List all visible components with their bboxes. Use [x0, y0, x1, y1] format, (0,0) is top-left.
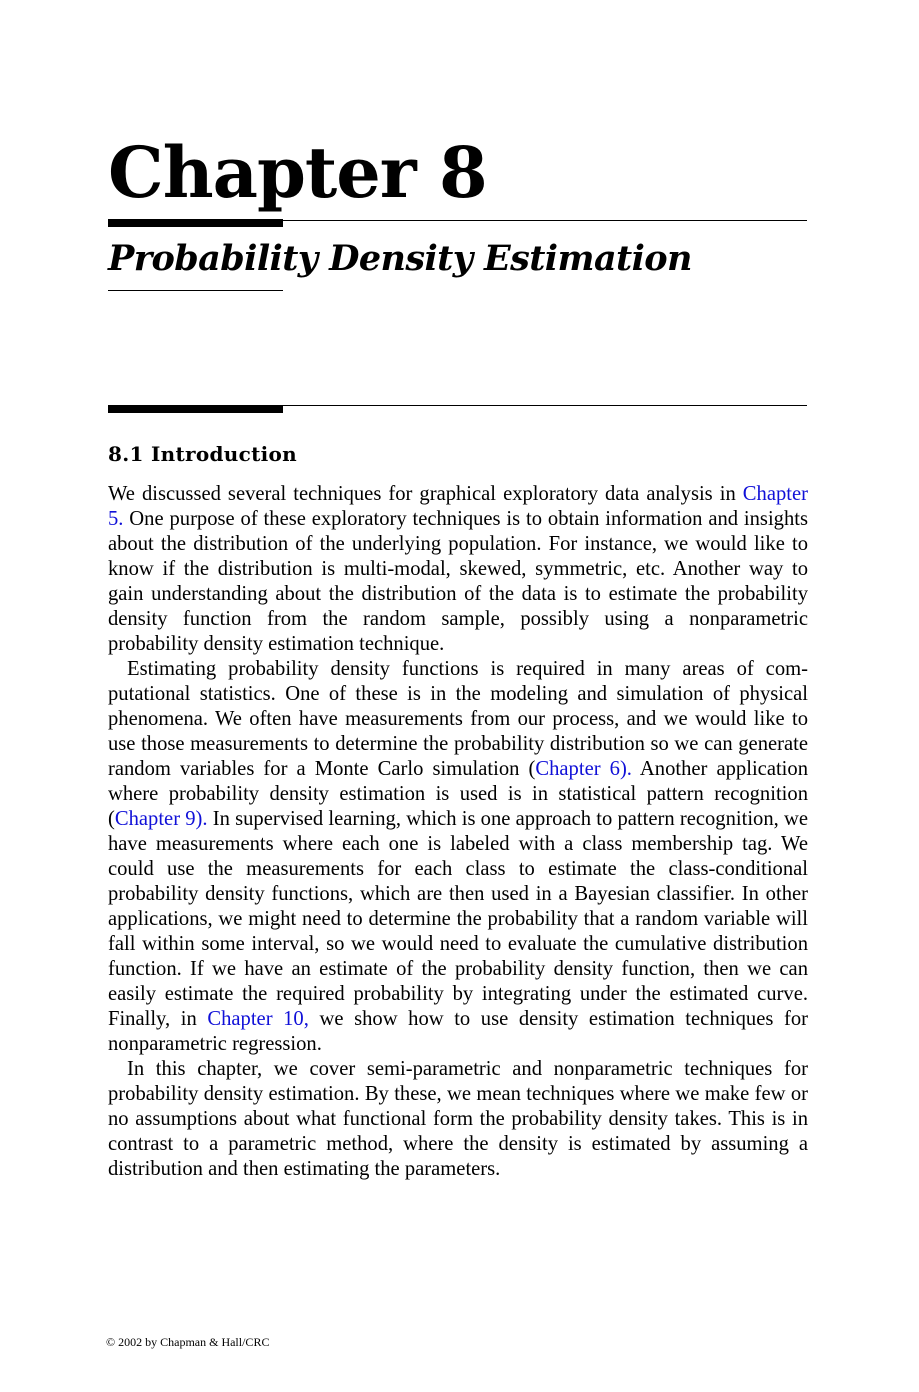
paragraph-1-text-b: One purpose of these exploratory techniques is to obtain information and insights about the distribution of the underlying population. For instance, we would like to know if the distribution is multi-modal, skewed, symmetric, etc. Another way to gain understanding about the distribution of the data is to estimate the probability density function from the random sample, possibly using a nonparametric probability density estimation technique.	[108, 508, 808, 655]
paragraph-2-text-a: Estimating probability density functions is required in many areas of computational statistics. One of these is in the modeling and simulation of physical phenomena. We often have measurements from our process, and we would like to use those measurements to determine the probability distribution so we can generate random variables for a Monte Carlo simulation (	[108, 658, 808, 780]
paragraph-2	[108, 657, 808, 1057]
paragraph-2-text-b: Another application where probability density estimation is used is in statistical pattern recognition (	[108, 758, 808, 830]
chapter-subtitle: Probability Density Estimation	[108, 238, 692, 279]
link-chapter-9[interactable]: Chapter 9).	[114, 808, 208, 830]
section-rule-thick	[108, 405, 283, 413]
paragraph-2-text-c: In supervised learning, which is one approach to pattern recognition, we have measurements where each one is labeled with a class membership tag. We could use the measurements for each class to estimate the class-conditional probability density functions, which are then used in a Bayesian classifier. In other applications, we might need to determine the probability that a random variable will fall within some interval, so we would need to evaluate the cumulative distribution function. If we have an estimate of the probability density function, then we can easily estimate the required probability by integrating under the estimated curve. Finally, in	[108, 808, 808, 1030]
section-rule-thin	[283, 405, 807, 406]
body-text	[108, 482, 808, 1182]
chapter-rule-thick-top	[108, 219, 283, 227]
paragraph-1	[108, 482, 808, 657]
subtitle-underline	[108, 290, 283, 291]
paragraph-3	[108, 1057, 808, 1182]
link-chapter-6[interactable]: Chapter 6).	[535, 758, 632, 780]
link-chapter-5[interactable]: Chapter 5.	[108, 483, 808, 530]
footer-copyright: © 2002 by Chapman & Hall/CRC	[106, 1335, 270, 1349]
link-chapter-10[interactable]: Chapter 10,	[207, 1008, 309, 1030]
chapter-rule-thin-top	[283, 220, 807, 221]
paragraph-2-text-d: we show how to use density estimation techniques for nonparametric regression.	[108, 1008, 808, 1055]
section-heading: 8.1 Introduction	[108, 442, 297, 466]
paragraph-1-text-a: We discussed several techniques for graphical exploratory data analysis in	[108, 483, 743, 505]
paragraph-3-text-a: In this chapter, we cover semi-parametric and nonparametric techniques for probability density estimation. By these, we mean techniques where we make few or no assumptions about what functional form the probability density takes. This is in contrast to a parametric method, where the density is estimated by assuming a distribution and then estimating the parameters.	[108, 1058, 808, 1180]
chapter-title: Chapter 8	[108, 131, 487, 214]
